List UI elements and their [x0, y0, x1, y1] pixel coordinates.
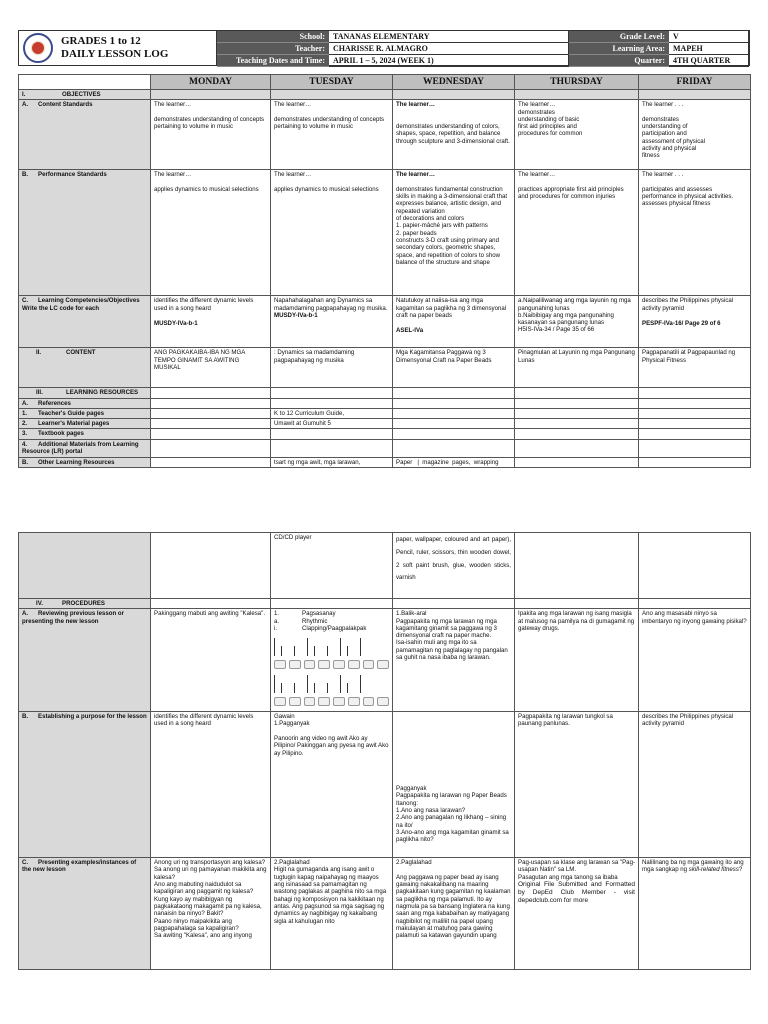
competencies-friday: describes the Philippines physical activity pyramid PESPF-IVa-16/ Page 29 of 6	[639, 296, 751, 348]
teaching-dates-label: Teaching Dates and Time:	[217, 55, 329, 67]
performance-standards-wednesday: The learner… demonstrates fundamental construction skills in making a 3-dimensional craft that expresses balance, artistic design, and repeated variation of decorations and colors 1. papier-mâché jars with patterns 2. paper beads constructs 3-D craft using primary and secondary colors, geometric shapes, space, and repetition of colors to show balance of the structure and shape	[393, 170, 515, 296]
other-resources-label: B. Other Learning Resources	[19, 457, 151, 467]
teacher-value: CHARISSE R. ALMAGRO	[329, 43, 569, 55]
grade-level-value: V	[669, 31, 749, 43]
content-standards-monday: The learner… demonstrates understanding of concepts pertaining to volume in music	[151, 100, 271, 170]
lm-pages-tuesday: Umawit at Gumuhit 5	[271, 419, 393, 429]
grade-level-label: Grade Level:	[569, 31, 669, 43]
presenting-label: C. Presenting examples/instances of the new lesson	[19, 858, 151, 970]
corner-cell	[19, 75, 151, 90]
tg-pages-row	[19, 408, 751, 418]
performance-standards-tuesday: The learner… applies dynamics to musical selections	[271, 170, 393, 296]
lesson-log-page-1	[18, 30, 750, 468]
content-label: II. CONTENT	[19, 348, 151, 388]
presenting-tuesday: 2.Paglalahad Higit na gumaganda ang isang awit o tugtugin kapag naipahayag ng maayos ang isinasaad sa pamamagitan ng wastong paglakas at paghina nito sa mga bahagi ng komposisyon na kakikitaan ng antas. Ang pagsunod sa mga sagisag ng dynamics ay nagbibigay ng kakaibang sigla at kahulugan nito	[271, 858, 393, 970]
references-label: A. References	[19, 398, 151, 408]
resources-label: III. LEARNING RESOURCES	[19, 388, 151, 398]
depedclub-watermark-text: Original File Submitted and Formatted by DepEd Club Member - visit depedclub.com for more	[518, 881, 635, 905]
content-standards-label: A. Content Standards	[19, 100, 151, 170]
objectives-row	[19, 90, 751, 100]
performance-standards-row	[19, 170, 751, 296]
lm-pages-row	[19, 419, 751, 429]
competencies-monday: identifies the different dynamic levels used in a song heard MUSDY-IVa-b-1	[151, 296, 271, 348]
resources-row	[19, 388, 751, 398]
other-resources-cont-tuesday: CD/CD player	[271, 533, 393, 599]
performance-standards-friday: The learner . . . participates and assesses performance in physical activities. assesses physical fitness	[639, 170, 751, 296]
lesson-log-page-2	[18, 532, 750, 970]
quarter-label: Quarter:	[569, 55, 669, 67]
header-logo-block	[19, 31, 217, 65]
lr-portal-row	[19, 439, 751, 457]
day-thursday: THURSDAY	[515, 75, 639, 90]
content-tuesday: : Dynamics sa madamdaming pagpapahayag ng musika	[271, 348, 393, 388]
log-title-main: DAILY LESSON LOG	[61, 48, 169, 60]
day-friday: FRIDAY	[639, 75, 751, 90]
purpose-monday: identifies the different dynamic levels used in a song heard	[151, 712, 271, 858]
content-standards-thursday: The learner… demonstrates understanding of basic first aid principles and procedures for common	[515, 100, 639, 170]
competencies-label: C. Learning Competencies/Objectives Write the LC code for each	[19, 296, 151, 348]
teaching-dates-value: APRIL 1 – 5, 2024 (WEEK 1)	[329, 55, 569, 67]
performance-standards-thursday: The learner… practices appropriate first aid principles and procedures for common injuries	[515, 170, 639, 296]
quarter-value: 4TH QUARTER	[669, 55, 749, 67]
references-row	[19, 398, 751, 408]
reviewing-friday: Ano ang masasabi ninyo sa imbentaryo ng inyong gawaing pisikal?	[639, 609, 751, 712]
lesson-table-page-2	[18, 532, 751, 970]
other-resources-cont-row	[19, 533, 751, 599]
content-thursday: Pinagmulan at Layunin ng mga Pangunang Lunas	[515, 348, 639, 388]
content-friday: Pagpapanatili at Pagpapaunlad ng Physical Fitness	[639, 348, 751, 388]
reviewing-tuesday: 1. Pagsasanay a. Rhythmic i. Clapping/Paagpalakpak	[271, 609, 393, 712]
content-standards-wednesday: The learner… demonstrates understanding of colors, shapes, space, repetition, and balance through sculpture and 3-dimensional craft.	[393, 100, 515, 170]
content-row	[19, 348, 751, 388]
tg-pages-label: 1. Teacher's Guide pages	[19, 408, 151, 418]
performance-standards-monday: The learner… applies dynamics to musical selections	[151, 170, 271, 296]
purpose-thursday: Pagpapakita ng larawan tungkol sa paunang panlunas.	[515, 712, 639, 858]
purpose-wednesday: Pagganyak Pagpapakita ng larawan ng Paper Beads Itanong: 1.Ano ang nasa larawan? 2.Ano ang panagalan ng likhang – sining na ito/ 3.Ano-ano ang mga kagamitan ginamit sa paglikha nito?	[393, 712, 515, 858]
performance-standards-label: B. Performance Standards	[19, 170, 151, 296]
reviewing-row	[19, 609, 751, 712]
deped-seal-icon	[23, 33, 53, 63]
log-header	[18, 30, 750, 66]
presenting-wednesday: 2.Paglalahad Ang paggawa ng paper bead ay isang gawaing nakakalibang na maaring pagkakitaan kung gagamitan ng kaalaman sa paglikha ng mga palamuti. Ito ay nagmula pa sa bansang Inglatera na kung saan ang mga kababaihan ay matiyagang nagbibilot ng maliliit na papel upang makulayan at matuhog para gawing palamuti sa katawan gayundin upang	[393, 858, 515, 970]
competencies-tuesday: Napahahalagahan ang Dynamics sa madamdaming pagpapahayag ng musika. MUSDY-IVa-b-1	[271, 296, 393, 348]
day-wednesday: WEDNESDAY	[393, 75, 515, 90]
log-title-grades: GRADES 1 to 12	[61, 35, 141, 47]
other-resources-row	[19, 457, 751, 467]
learning-area-label: Learning Area:	[569, 43, 669, 55]
content-monday: ANG PAGKAKAIBA-IBA NG MGA TEMPO GINAMIT SA AWITING MUSIKAL	[151, 348, 271, 388]
purpose-label: B. Establishing a purpose for the lesson	[19, 712, 151, 858]
day-header-row	[19, 75, 751, 90]
presenting-row	[19, 858, 751, 970]
content-standards-tuesday: The learner… demonstrates understanding of concepts pertaining to volume in music	[271, 100, 393, 170]
purpose-friday: describes the Philippines physical activity pyramid	[639, 712, 751, 858]
day-monday: MONDAY	[151, 75, 271, 90]
teacher-label: Teacher:	[217, 43, 329, 55]
content-standards-friday: The learner . . . demonstrates understanding of participation and assessment of physical activity and physical fitness	[639, 100, 751, 170]
other-resources-wednesday: Paper | magazine pages, wrapping	[393, 457, 515, 467]
school-label: School:	[217, 31, 329, 43]
tg-pages-tuesday: K to 12 Curriculum Guide,	[271, 408, 393, 418]
competencies-thursday: a.Naipaliliwanag ang mga layunin ng mga pangunahing lunas b.Naibibigay ang mga pangunahing kasanayan sa pangunang lunas H5IS-IVa-34 / Page 35 of 66	[515, 296, 639, 348]
school-value: TANANAS ELEMENTARY	[329, 31, 569, 43]
purpose-tuesday: Gawain 1.Pagganyak Panoorin ang video ng awit Ako ay Pilipino/ Pakinggan ang pyesa ng awit Ako ay Pilipino.	[271, 712, 393, 858]
lesson-table-page-1	[18, 74, 751, 468]
procedures-label: IV. PROCEDURES	[19, 599, 151, 609]
presenting-friday: Nalilinang ba ng mga gawaing ito ang mga sangkap ng skill-related fitness?	[639, 858, 751, 970]
reviewing-wednesday: 1.Balik-aral Pagpapakita ng mga larawan ng mga kagamitang ginamit sa paggawa ng 3 dimensyonal craft na paper mache. Isa-isahin muli ang mga ito sa pamamagitan ng paglalagay ng pangalan sa guhit na nasa ibaba ng larawan.	[393, 609, 515, 712]
day-tuesday: TUESDAY	[271, 75, 393, 90]
procedures-row	[19, 599, 751, 609]
lm-pages-label: 2. Learner's Material pages	[19, 419, 151, 429]
presenting-monday: Anong uri ng transportasyon ang kalesa? Sa anong uri ng pamayanan makikita ang kalesa? Ano ang mabuting naidudulot sa kapaligiran ang paggamit ng kalesa? Kung kayo ay mabibigyan ng pagkakataong makagamit pa ng kalesa, nanaisin ba ninyo? Bakit? Paano ninyo maipakikita ang pagpapahalaga sa kapaligiran? Sa awiting "Kalesa", ano ang inyong	[151, 858, 271, 970]
textbook-row	[19, 429, 751, 439]
objectives-label: I. OBJECTIVES	[19, 90, 151, 100]
lr-portal-label: 4. Additional Materials from Learning Resource (LR) portal	[19, 439, 151, 457]
learning-area-value: MAPEH	[669, 43, 749, 55]
reviewing-label: A. Reviewing previous lesson or presenting the new lesson	[19, 609, 151, 712]
other-resources-tuesday: tsart ng mga awit, mga larawan,	[271, 457, 393, 467]
presenting-thursday: Pag-usapan sa klase ang larawan sa "Pag-usapan Natin" sa LM. Pasagutan ang mga tanong sa ibaba Original File Submitted and Formatted by DepEd Club Member - visit depedclub.com for more	[515, 858, 639, 970]
content-standards-row	[19, 100, 751, 170]
other-resources-cont-wednesday: paper, wallpaper, coloured and art paper), Pencil, ruler, scissors, thin wooden dowel, 2 soft paint brush, glue, wooden sticks, varnish	[393, 533, 515, 599]
content-wednesday: Mga Kagamitansa Paggawa ng 3 Dimensyonal Craft na Paper Beads	[393, 348, 515, 388]
purpose-row	[19, 712, 751, 858]
rhythm-notation-image	[274, 636, 389, 706]
textbook-label: 3. Textbook pages	[19, 429, 151, 439]
competencies-row	[19, 296, 751, 348]
competencies-wednesday: Natutukoy at naiisa-isa ang mga kagamitan sa paglikha ng 3 dimensyonal craft na paper beads ASEL-IVa	[393, 296, 515, 348]
header-info-grid	[217, 31, 749, 65]
reviewing-thursday: Ipakita ang mga larawan ng isang masigla at malusog na pamilya na di gumagamit ng gateway drugs.	[515, 609, 639, 712]
reviewing-monday: Pakinggang mabuti ang awiting "Kalesa".	[151, 609, 271, 712]
